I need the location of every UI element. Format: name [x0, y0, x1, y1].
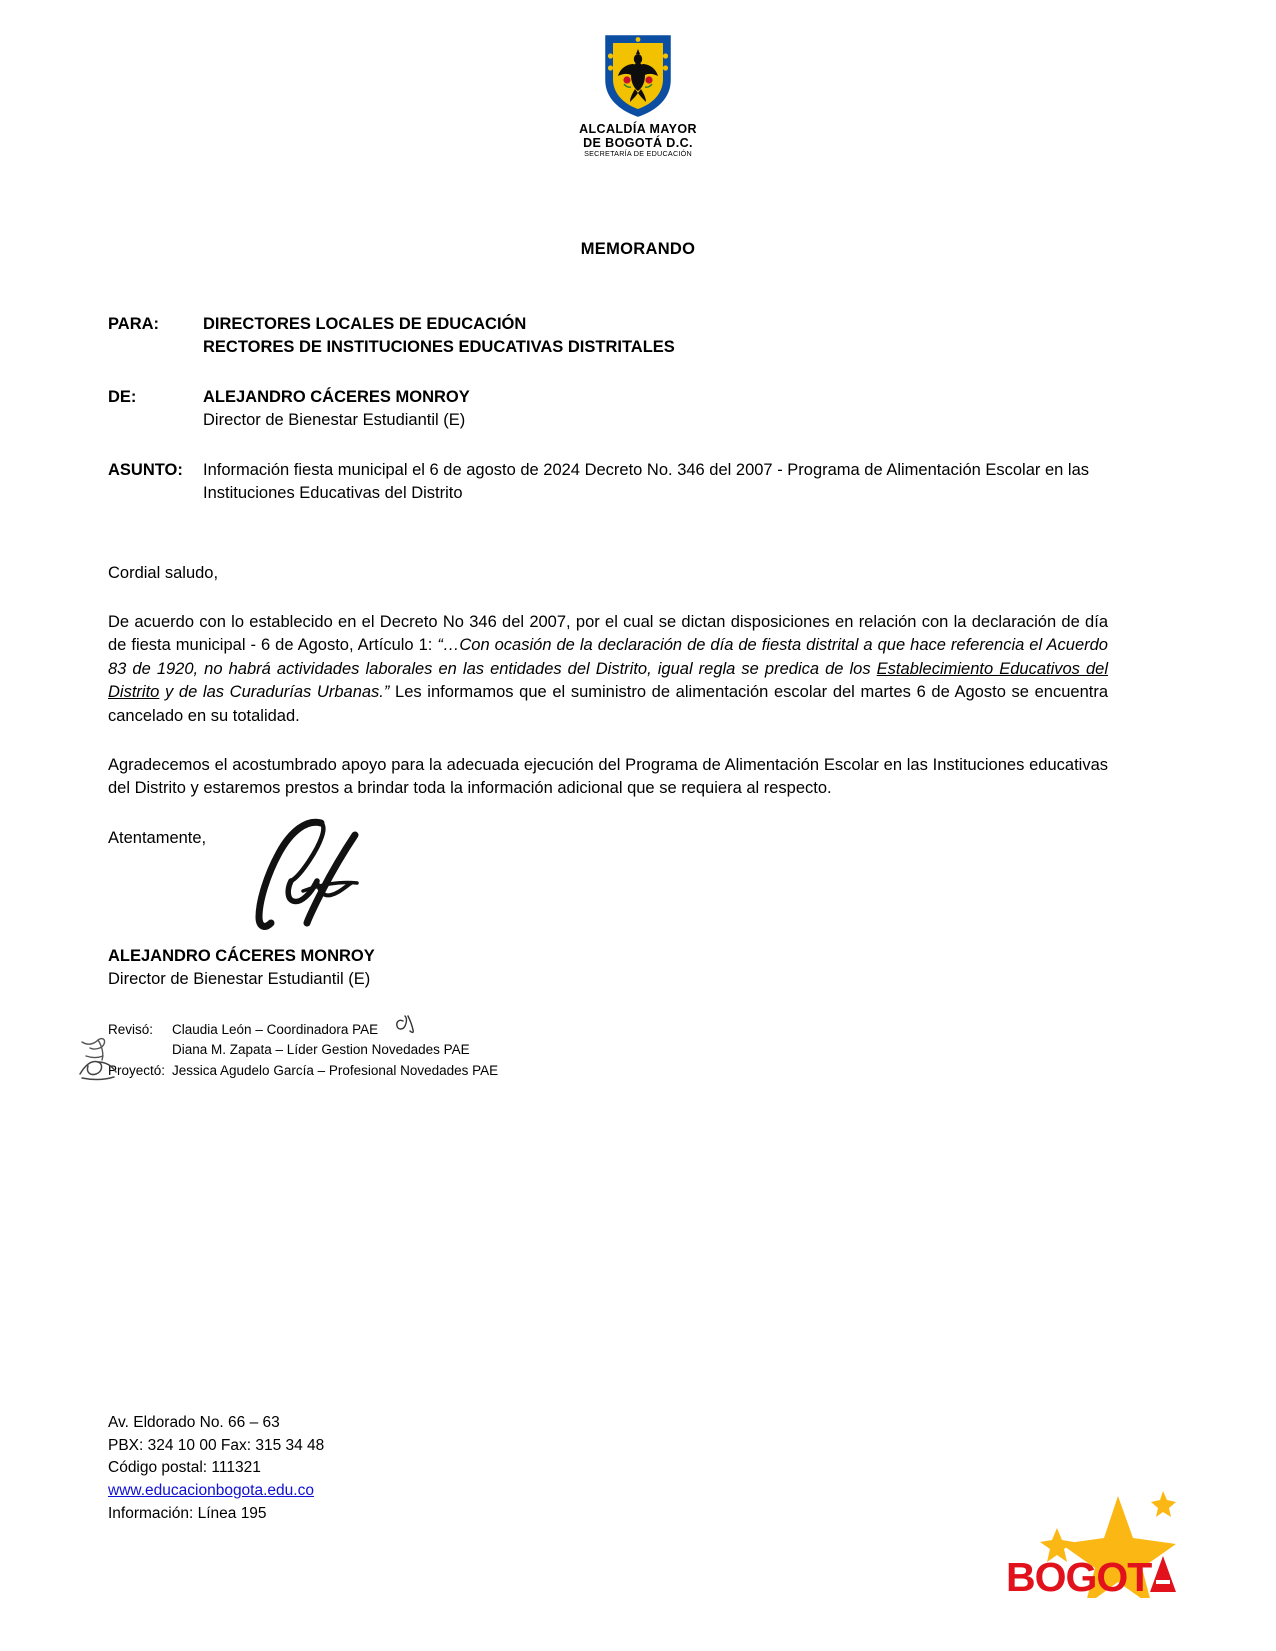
prepared-label: Proyectó:: [108, 1062, 166, 1078]
field-de-label: DE:: [108, 387, 137, 406]
spacer: [108, 728, 1108, 754]
field-para-line-1: DIRECTORES LOCALES DE EDUCACIÓN: [203, 315, 527, 333]
spacer: [108, 801, 1108, 827]
paragraph-1-quote-open: “…Con ocasión de la declaración de día de fiesta distrital a que hace referencia el Acuerdo 83 de 1920, no habrá actividades laborales en las entidades del Distrito, igual regla se predica de los: [108, 636, 1108, 678]
letterhead-line-3: SECRETARÍA DE EDUCACIÓN: [584, 149, 692, 158]
memo-content: [108, 313, 1108, 1081]
footer-info-line: Información: Línea 195: [108, 1504, 267, 1522]
footer-address: Av. Eldorado No. 66 – 63: [108, 1414, 280, 1431]
spacer: [108, 506, 1108, 540]
signer-role: Director de Bienestar Estudiantil (E): [108, 970, 371, 989]
field-de-role: Director de Bienestar Estudiantil (E): [203, 411, 466, 430]
footer-website-link[interactable]: www.educacionbogota.edu.co: [108, 1481, 314, 1499]
closing-text: Atentamente,: [108, 828, 207, 847]
signer-name: ALEJANDRO CÁCERES MONROY: [108, 946, 375, 965]
greeting-text: Cordial saludo,: [108, 563, 219, 582]
revision-row-2: [108, 1040, 1108, 1061]
revision-row-3: [108, 1061, 1108, 1082]
body-paragraph-1: [108, 611, 1108, 728]
footer-postal-code: Código postal: 111321: [108, 1459, 261, 1477]
revision-row-1: [108, 1014, 1108, 1041]
paragraph-1-outro: Les informamos que el suministro de alimentación escolar del martes 6 de Agosto se encuentra cancelado en su totalidad.: [108, 683, 1108, 725]
field-para-label: PARA:: [108, 315, 160, 333]
bogota-brand-logo-icon: [1000, 1478, 1190, 1598]
spacer: [108, 433, 1108, 459]
bogota-wordmark: BOGOT: [1006, 1554, 1152, 1598]
paragraph-1-quote-underlined: Establecimiento Educativos del Distrito: [108, 659, 1109, 702]
spacer: [108, 360, 1108, 386]
paragraph-1-intro: De acuerdo con lo establecido en el Decreto No 346 del 2007, por el cual se dictan disposiciones en relación con la declaración de día de fiesta municipal - 6 de Agosto, Artículo 1:: [108, 612, 1108, 655]
initial-mark-icon: [76, 1056, 120, 1084]
revision-label: Revisó:: [108, 1021, 154, 1037]
field-de-name: ALEJANDRO CÁCERES MONROY: [203, 387, 470, 406]
revision-reviewer-1: Claudia León – Coordinadora PAE: [172, 1021, 379, 1037]
revision-reviewer-2: Diana M. Zapata – Líder Gestion Novedades PAE: [172, 1042, 470, 1058]
initial-mark-icon: [394, 1014, 420, 1034]
letterhead-line-1: ALCALDÍA MAYOR: [579, 122, 697, 136]
page-title: MEMORANDO: [580, 240, 696, 258]
field-asunto-value: Información fiesta municipal el 6 de agosto de 2024 Decreto No. 346 del 2007 - Programa de Alimentación Escolar en las Instituciones Educativas del Distrito: [203, 460, 1090, 503]
bogota-coat-of-arms-icon: [604, 34, 672, 118]
field-de-value: [203, 386, 1108, 433]
footer: [108, 1412, 324, 1525]
letterhead: [0, 34, 1276, 158]
revision-block: [108, 1014, 1108, 1082]
field-para-value: [203, 313, 1108, 360]
field-asunto: [108, 459, 1108, 506]
field-de: [108, 386, 1108, 433]
letterhead-line-2: DE BOGOTÁ D.C.: [583, 135, 693, 150]
spacer: [108, 585, 1108, 611]
paragraph-1-quote-tail: y de las Curadurías Urbanas.”: [159, 683, 390, 702]
field-asunto-label: ASUNTO:: [108, 460, 183, 479]
field-para: [108, 313, 1108, 360]
spacer: [108, 540, 1108, 562]
body-paragraph-2: Agradecemos el acostumbrado apoyo para la adecuada ejecución del Programa de Alimentación Escolar en las Instituciones educativas del Distrito y estaremos prestos a brindar toda la información adicional que se requiera al respecto.: [108, 756, 1108, 798]
letterhead-text: [579, 123, 697, 158]
field-para-line-2: RECTORES DE INSTITUCIONES EDUCATIVAS DISTRITALES: [203, 338, 675, 357]
signature-area: [108, 827, 1108, 945]
prepared-value: Jessica Agudelo García – Profesional Novedades PAE: [172, 1062, 499, 1078]
footer-phone: PBX: 324 10 00 Fax: 315 34 48: [108, 1436, 325, 1454]
